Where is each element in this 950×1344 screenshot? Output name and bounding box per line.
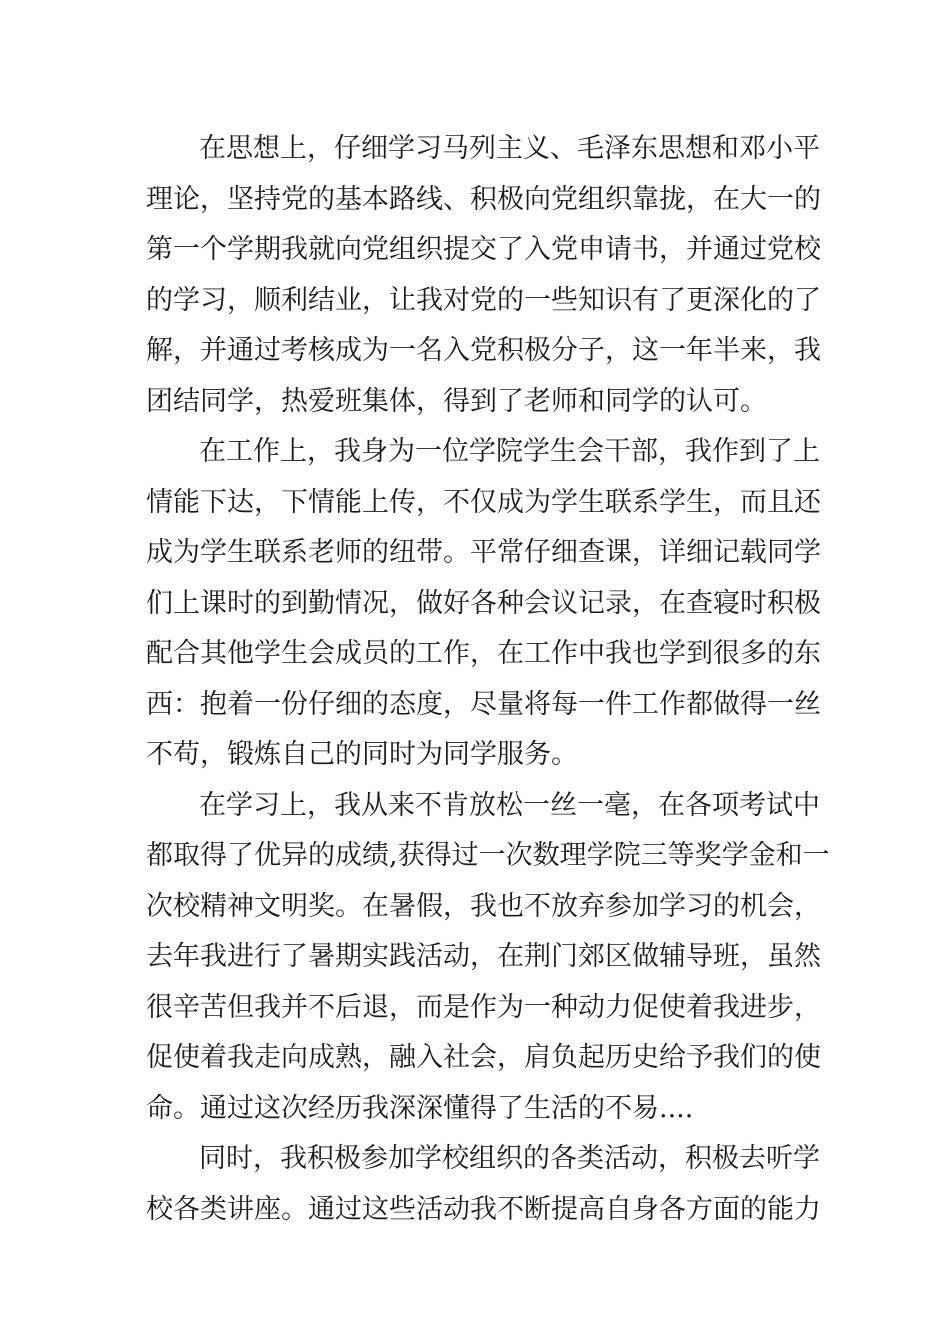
text-line: 理论，坚持党的基本路线、积极向党组织靠拢，在大一的 bbox=[146, 183, 821, 215]
text-line: 西：抱着一份仔细的态度，尽量将每一件工作都做得一丝 bbox=[146, 688, 821, 720]
text-line: 校各类讲座。通过这些活动我不断提高自身各方面的能力 bbox=[146, 1193, 821, 1225]
text-line: 成为学生联系老师的纽带。平常仔细查课，详细记载同学 bbox=[146, 537, 821, 568]
text-line: 们上课时的到勤情况，做好各种会议记录，在查寝时积极 bbox=[146, 587, 821, 619]
paragraph-study bbox=[146, 781, 830, 1135]
paragraph-ideology bbox=[146, 124, 821, 427]
text-line: 团结同学，热爱班集体，得到了老师和同学的认可。 bbox=[146, 385, 767, 417]
text-line: 很辛苦但我并不后退，而是作为一种动力促使着我进步， bbox=[146, 991, 821, 1023]
text-line: 次校精神文明奖。在暑假，我也不放弃参加学习的机会， bbox=[146, 890, 821, 922]
text-line: 不苟，锻炼自己的同时为同学服务。 bbox=[146, 739, 578, 770]
text-line: 促使着我走向成熟，融入社会，肩负起历史给予我们的使 bbox=[146, 1042, 821, 1073]
text-line: 同时，我积极参加学校组织的各类活动，积极去听学 bbox=[199, 1143, 820, 1174]
text-line: 在思想上，仔细学习马列主义、毛泽东思想和邓小平 bbox=[199, 133, 820, 164]
text-line: 的学习，顺利结业，让我对党的一些知识有了更深化的了 bbox=[146, 284, 821, 316]
text-line: 命。通过这次经历我深深懂得了生活的不易.... bbox=[146, 1092, 694, 1124]
text-line: 情能下达，下情能上传，不仅成为学生联系学生，而且还 bbox=[146, 486, 821, 518]
paragraph-activities bbox=[146, 1134, 821, 1235]
text-line: 都取得了优异的成绩,获得过一次数理学院三等奖学金和一 bbox=[146, 840, 830, 871]
text-line: 去年我进行了暑期实践活动，在荆门郊区做辅导班，虽然 bbox=[146, 941, 821, 972]
paragraph-work bbox=[146, 427, 821, 781]
text-line: 在工作上，我身为一位学院学生会干部，我作到了上 bbox=[199, 436, 820, 467]
document-body bbox=[146, 124, 830, 1235]
text-line: 解，并通过考核成为一名入党积极分子，这一年半来，我 bbox=[146, 335, 821, 366]
text-line: 配合其他学生会成员的工作，在工作中我也学到很多的东 bbox=[146, 638, 821, 669]
text-line: 在学习上，我从来不肯放松一丝一毫，在各项考试中 bbox=[199, 789, 820, 821]
text-line: 第一个学期我就向党组织提交了入党申请书，并通过党校 bbox=[146, 234, 821, 265]
